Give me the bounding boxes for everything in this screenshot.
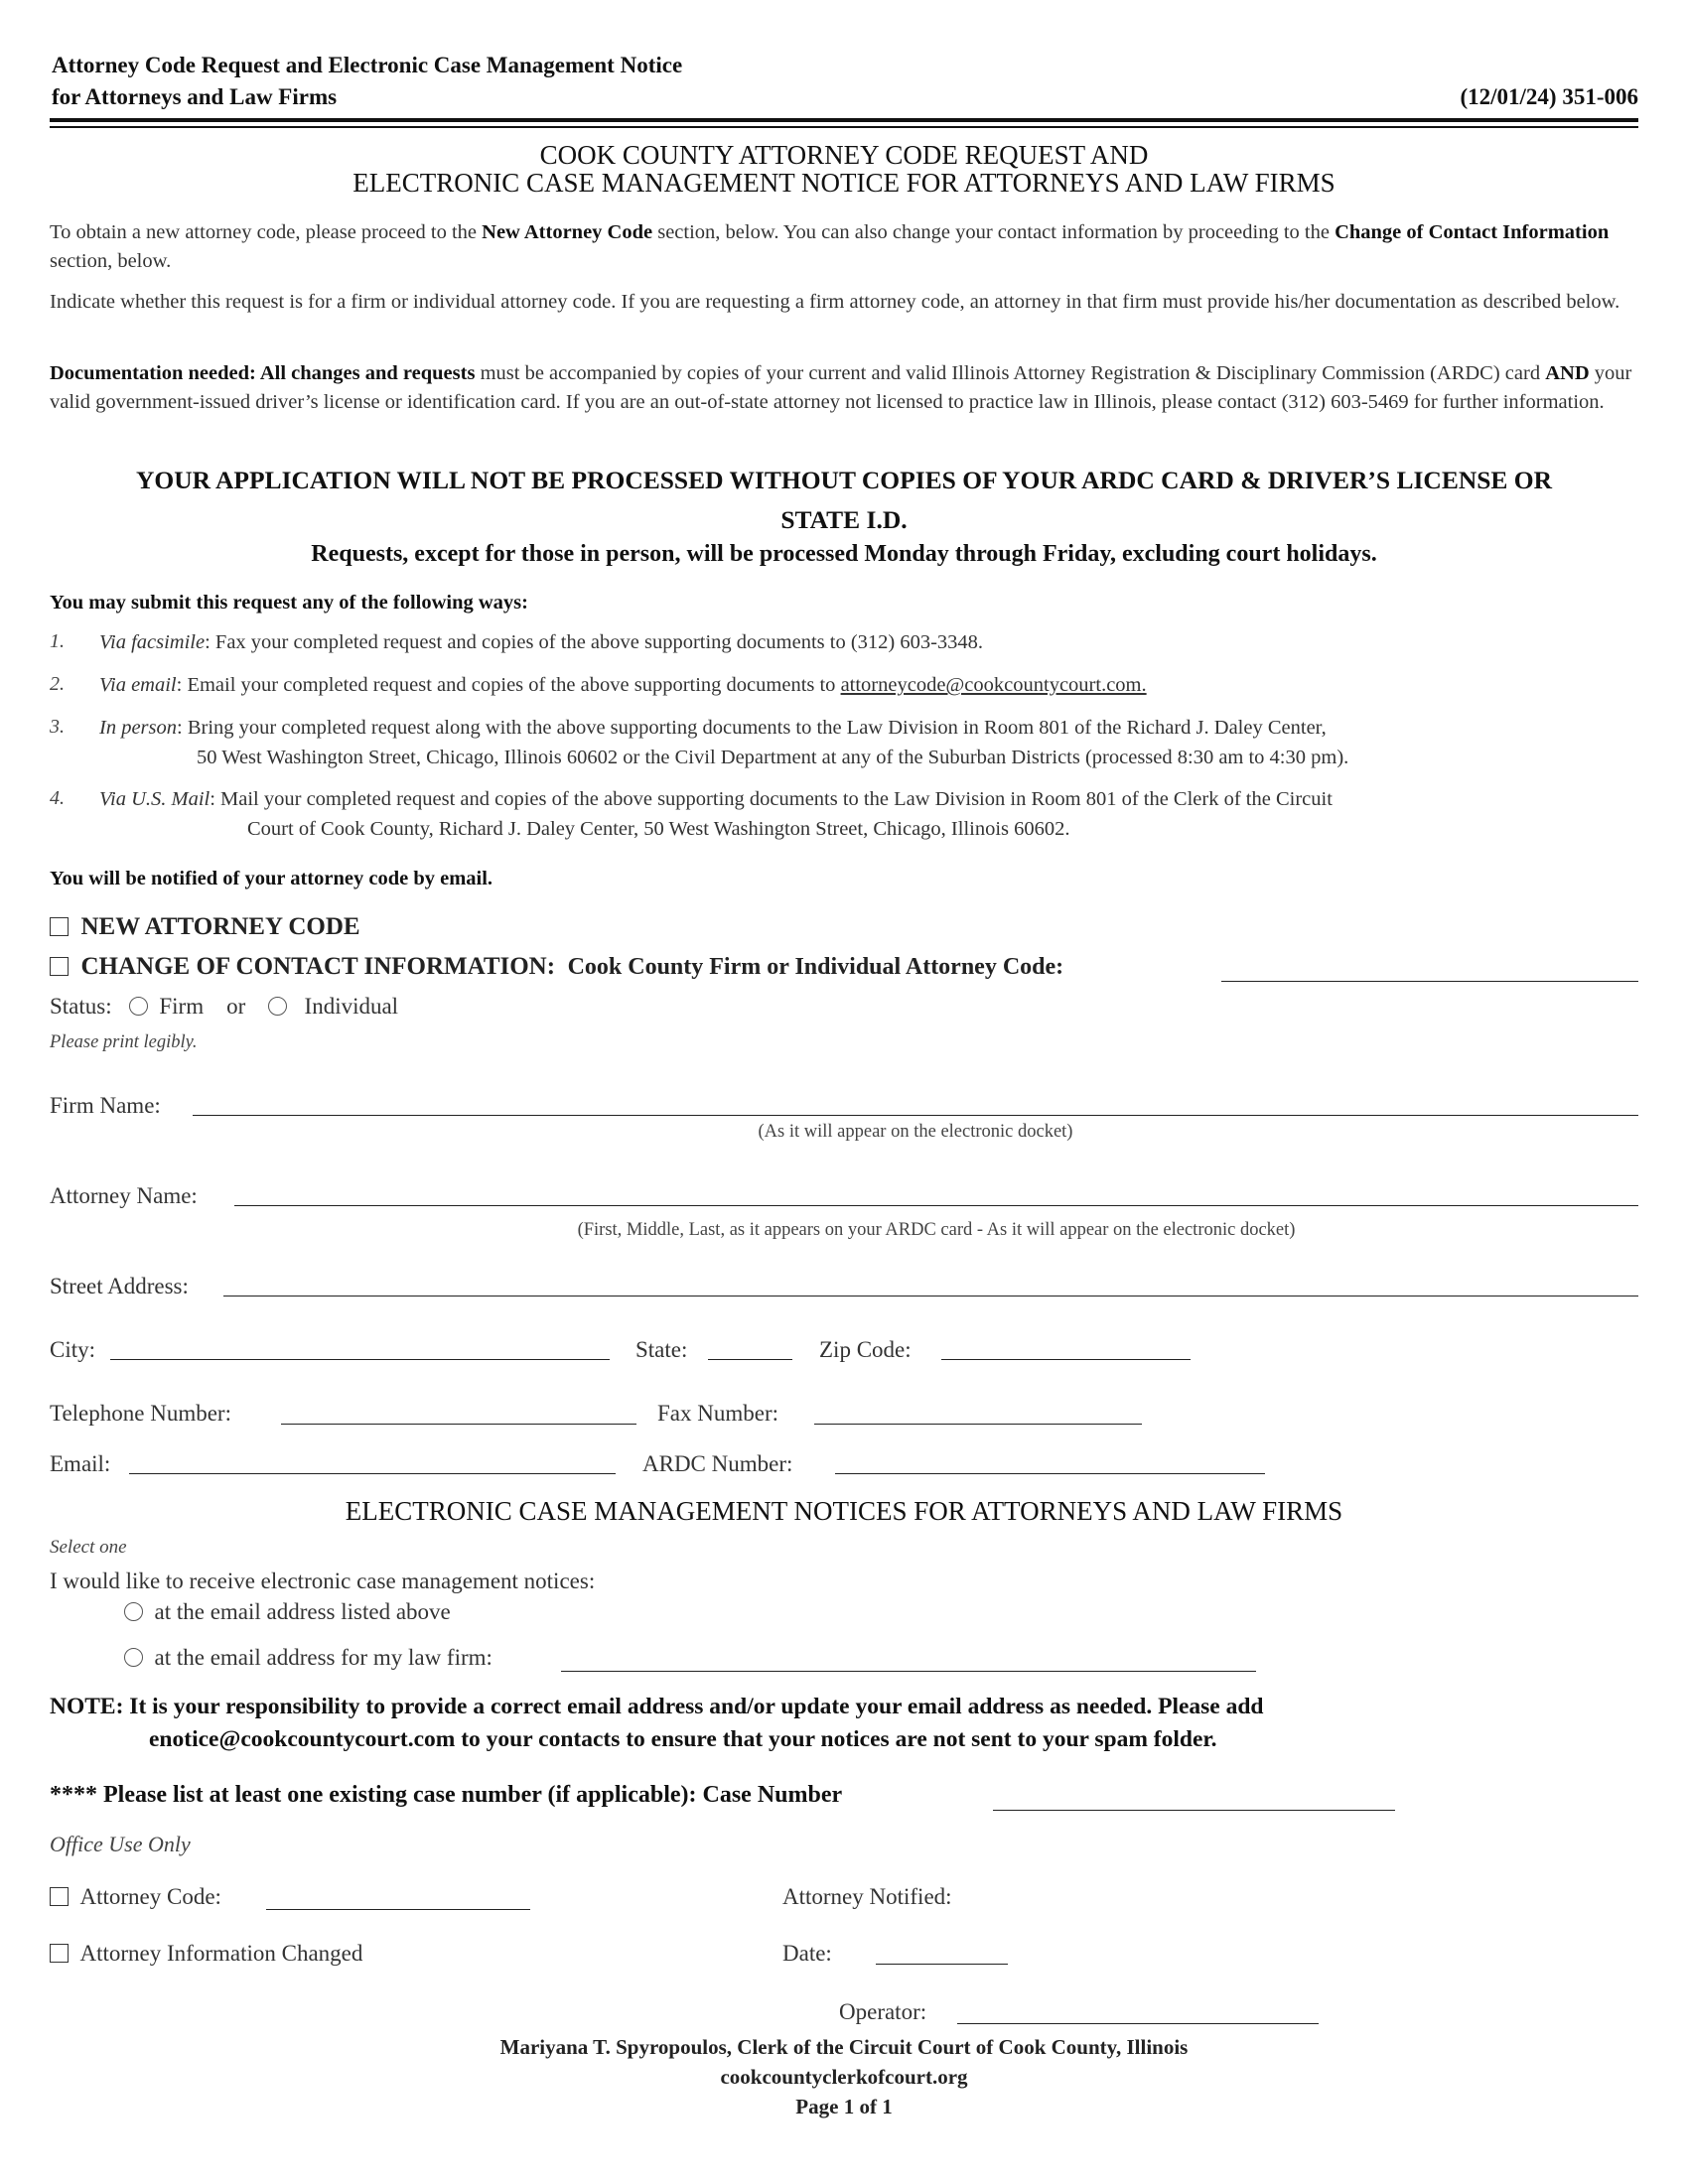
state-label: State: (635, 1337, 688, 1362)
telephone-input[interactable] (281, 1424, 636, 1425)
note-line1: NOTE: It is your responsibility to provide a correct email address and/or update your email address as needed. Please add (50, 1694, 1264, 1719)
warning-line3: Requests, except for those in person, will be processed Monday through Friday, excluding court holidays. (311, 541, 1377, 567)
firm-email-input[interactable] (561, 1671, 1256, 1672)
main-title-line1: COOK COUNTY ATTORNEY CODE REQUEST AND (539, 140, 1149, 170)
submit-item-mail-cont: Court of Cook County, Richard J. Daley Center, 50 West Washington Street, Chicago, Illinois 60602. (247, 818, 1070, 840)
list-number: 2. (50, 673, 65, 695)
ecm-option-listed-email: at the email address listed above (124, 1599, 451, 1625)
street-address-label: Street Address: (50, 1274, 189, 1298)
list-number: 4. (50, 787, 65, 809)
firm-name-label: Firm Name: (50, 1093, 161, 1118)
state-input[interactable] (708, 1359, 792, 1360)
header-rule-thin (50, 126, 1638, 128)
ecm-option-firm-email: at the email address for my law firm: (124, 1645, 492, 1671)
case-number-input[interactable] (993, 1810, 1395, 1811)
email-label: Email: (50, 1451, 111, 1476)
office-use-label: Office Use Only (50, 1832, 191, 1856)
main-title-line2: ELECTRONIC CASE MANAGEMENT NOTICE FOR ATTORNEYS AND LAW FIRMS (352, 168, 1336, 198)
office-date-label: Date: (782, 1941, 832, 1966)
zip-code-input[interactable] (941, 1359, 1191, 1360)
office-attorney-code-row: Attorney Code: (50, 1884, 221, 1910)
fax-label: Fax Number: (657, 1401, 779, 1426)
change-contact-option: CHANGE OF CONTACT INFORMATION: Cook County Firm or Individual Attorney Code: (50, 953, 1063, 981)
ardc-number-label: ARDC Number: (642, 1451, 793, 1476)
city-label: City: (50, 1337, 96, 1362)
footer-page-number: Page 1 of 1 (795, 2095, 893, 2118)
header-title-line1: Attorney Code Request and Electronic Case Management Notice (52, 53, 683, 77)
status-firm-radio[interactable] (129, 997, 148, 1016)
header-title-line2: for Attorneys and Law Firms (52, 84, 338, 109)
new-attorney-code-checkbox[interactable] (50, 917, 69, 936)
attorney-name-input[interactable] (234, 1205, 1638, 1206)
notified-note: You will be notified of your attorney code by email. (50, 868, 493, 889)
attorney-code-input[interactable] (1221, 981, 1638, 982)
submit-heading: You may submit this request any of the following ways: (50, 592, 528, 614)
attorney-notified-label: Attorney Notified: (782, 1884, 952, 1909)
warning-line2: STATE I.D. (780, 505, 908, 534)
ecm-firm-email-radio[interactable] (124, 1648, 143, 1667)
ecm-prompt: I would like to receive electronic case management notices: (50, 1569, 596, 1593)
fax-input[interactable] (814, 1424, 1142, 1425)
submit-item-in-person-cont: 50 West Washington Street, Chicago, Illinois 60602 or the Civil Department at any of the Suburban Districts (processed 8:30 am to 4:30 pm). (197, 747, 1349, 768)
change-contact-checkbox[interactable] (50, 957, 69, 976)
firm-name-hint: (As it will appear on the electronic docket) (758, 1122, 1073, 1142)
print-legibly-note: Please print legibly. (50, 1032, 198, 1052)
city-input[interactable] (110, 1359, 610, 1360)
documentation-paragraph: Documentation needed: All changes and requests must be accompanied by copies of your current and valid Illinois Attorney Registration & Disciplinary Commission (ARDC) card AND your valid government-issued driver’s license or identification card. If you are an out-of-state attorney not licensed to practice law in Illinois, please contact (312) 603-5469 for further information. (50, 362, 1632, 413)
zip-code-label: Zip Code: (819, 1337, 912, 1362)
office-date-input[interactable] (876, 1964, 1008, 1965)
operator-label: Operator: (839, 1999, 927, 2024)
list-number: 3. (50, 716, 65, 738)
warning-line1: YOUR APPLICATION WILL NOT BE PROCESSED WITHOUT COPIES OF YOUR ARDC CARD & DRIVER’S LICENSE OR (135, 466, 1553, 494)
office-attorney-code-checkbox[interactable] (50, 1887, 69, 1906)
select-one-note: Select one (50, 1537, 127, 1558)
attorney-name-hint: (First, Middle, Last, as it appears on your ARDC card - As it will appear on the electronic docket) (577, 1220, 1296, 1240)
intro-paragraph-1: To obtain a new attorney code, please proceed to the New Attorney Code section, below. You can also change your contact information by proceeding to the Change of Contact Information section, below. (50, 221, 1610, 272)
attorneycode-email-link[interactable]: attorneycode@cookcountycourt.com. (840, 674, 1147, 696)
submit-item-email: Via email: Email your completed request and copies of the above supporting documents to attorneycode@cookcountycourt.com. (99, 674, 1147, 696)
case-number-label: **** Please list at least one existing case number (if applicable): Case Number (50, 1782, 843, 1808)
header-rule-thick (50, 118, 1638, 122)
telephone-label: Telephone Number: (50, 1401, 231, 1426)
ecm-listed-email-radio[interactable] (124, 1602, 143, 1621)
list-number: 1. (50, 630, 65, 652)
footer-website[interactable]: cookcountyclerkofcourt.org (720, 2065, 968, 2089)
ecm-heading: ELECTRONIC CASE MANAGEMENT NOTICES FOR ATTORNEYS AND LAW FIRMS (345, 1496, 1343, 1526)
office-info-changed-row: Attorney Information Changed (50, 1941, 362, 1967)
footer-clerk: Mariyana T. Spyropoulos, Clerk of the Circuit Court of Cook County, Illinois (499, 2035, 1189, 2059)
submit-item-fax: Via facsimile: Fax your completed request and copies of the above supporting documents to (312) 603-3348. (99, 631, 984, 653)
firm-name-input[interactable] (193, 1115, 1638, 1116)
submit-item-in-person: In person: Bring your completed request along with the above supporting documents to the Law Division in Room 801 of the Richard J. Daley Center, (99, 717, 1327, 739)
street-address-input[interactable] (223, 1296, 1638, 1297)
intro-paragraph-2: Indicate whether this request is for a firm or individual attorney code. If you are requesting a firm attorney code, an attorney in that firm must provide his/her documentation as described below. (50, 291, 1620, 313)
ardc-number-input[interactable] (835, 1473, 1265, 1474)
note-line2: enotice@cookcountycourt.com to your contacts to ensure that your notices are not sent to your spam folder. (149, 1726, 1217, 1752)
email-input[interactable] (129, 1473, 616, 1474)
status-individual-radio[interactable] (268, 997, 287, 1016)
submit-item-mail: Via U.S. Mail: Mail your completed request and copies of the above supporting documents to the Law Division in Room 801 of the Clerk of the Circuit (99, 788, 1333, 810)
office-info-changed-checkbox[interactable] (50, 1944, 69, 1963)
status-row: Status: Firm or Individual (50, 994, 399, 1019)
operator-input[interactable] (957, 2023, 1319, 2024)
form-code: (12/01/24) 351-006 (1460, 84, 1638, 109)
office-attorney-code-input[interactable] (266, 1909, 530, 1910)
new-attorney-code-option: NEW ATTORNEY CODE (50, 913, 360, 941)
attorney-name-label: Attorney Name: (50, 1183, 198, 1208)
